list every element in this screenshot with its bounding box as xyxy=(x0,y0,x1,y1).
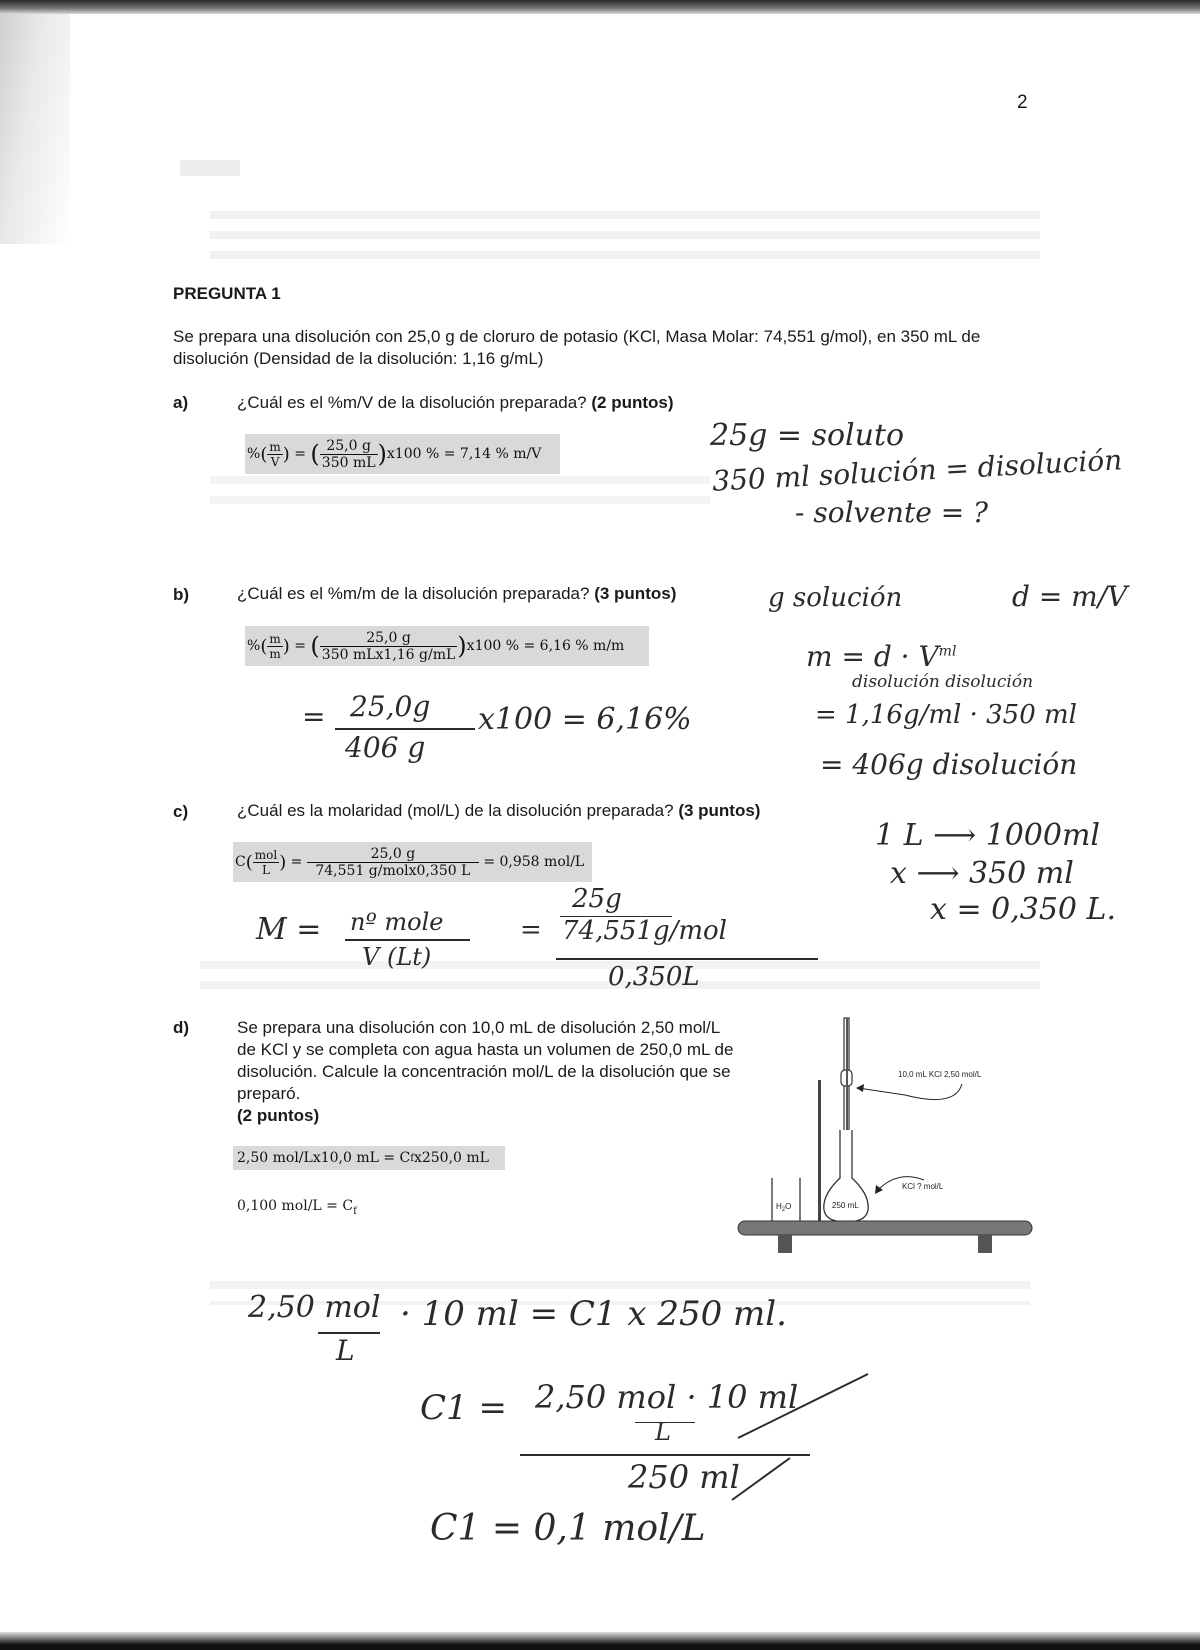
part-d-question-text: Se prepara una disolución con 10,0 mL de disolución 2,50 mol/L de KCl y se completa con agua hasta un volumen de 250,0 mL de disolución. Calcule la concentración mol/L de la disolución que se preparó. xyxy=(237,1018,734,1103)
part-c-points: (3 puntos) xyxy=(678,801,761,820)
formula-subscript: f xyxy=(353,1205,357,1217)
handwritten-note-b-line4: = 406g disolución xyxy=(820,748,1078,781)
formula-lhs-num: mol xyxy=(254,847,278,862)
formula-lhs-num: m xyxy=(269,439,281,454)
question-concentration-label: KCl ? mol/L xyxy=(902,1182,944,1191)
handwritten-ml: ml xyxy=(938,643,957,660)
handwritten-mass-eq: m = d · V xyxy=(806,640,939,673)
handwritten-note-c-line1: 1 L ⟶ 1000ml xyxy=(875,818,1101,853)
formula-denominator: 350 mL xyxy=(321,454,376,471)
formula-denominator: 74,551 g/molx0,350 L xyxy=(315,862,471,879)
handwritten-c-calc-num: nº mole xyxy=(350,908,444,936)
handwritten-d-line2-lhs: C1 = xyxy=(420,1388,507,1428)
part-a-question-text: ¿Cuál es el %m/V de la disolución preparada? xyxy=(237,393,587,412)
part-a-question xyxy=(237,393,674,413)
formula-lhs: % xyxy=(247,446,261,462)
question-intro: Se prepara una disolución con 25,0 g de cloruro de potasio (KCl, Masa Molar: 74,551 g/mol), en 350 mL de disolución (Densidad de la disolución: 1,16 g/mL) xyxy=(173,327,981,368)
formula-numerator: 25,0 g xyxy=(320,630,458,647)
formula-subscript: f xyxy=(410,1152,414,1164)
formula-lhs-den: L xyxy=(261,862,270,877)
part-b-question-text: ¿Cuál es el %m/m de la disolución preparada? xyxy=(237,584,590,603)
handwritten-d-line1-num: 2,50 mol xyxy=(248,1290,381,1325)
handwritten-fraction-bar xyxy=(335,728,475,730)
flask-label: 250 mL xyxy=(832,1201,859,1210)
bench-top xyxy=(738,1221,1032,1235)
formula-lhs: % xyxy=(247,638,261,654)
handwritten-note-c-line3: x = 0,350 L. xyxy=(930,892,1117,927)
handwritten-b-calc-prefix: = xyxy=(302,700,326,733)
handwritten-b-calc-den: 406 g xyxy=(345,731,426,764)
formula-numerator: 25,0 g xyxy=(307,846,479,863)
handwritten-note-b-line1: g solución xyxy=(768,583,903,613)
part-c-question xyxy=(237,801,760,821)
part-d-question xyxy=(237,1017,737,1127)
handwritten-note-a-line2: 350 ml solución = disolución xyxy=(711,443,1123,498)
formula-lhs-num: m xyxy=(269,631,281,646)
formula-lhs: C xyxy=(235,854,246,870)
part-d-formula-2 xyxy=(237,1198,357,1217)
part-d-points: (2 puntos) xyxy=(237,1106,320,1125)
handwritten-d-line2-num-den: L xyxy=(655,1418,671,1446)
formula-lhs-den: V xyxy=(270,454,280,469)
pipette-label: 10,0 mL KCl 2,50 mol/L xyxy=(898,1070,982,1079)
dilution-diagram xyxy=(730,1010,1040,1260)
part-b-points: (3 puntos) xyxy=(594,584,677,603)
handwritten-note-c-line2: x ⟶ 350 ml xyxy=(890,856,1074,891)
show-through-block xyxy=(210,470,710,510)
handwritten-d-line1-den: L xyxy=(336,1334,355,1367)
handwritten-d-line2-den: 250 ml xyxy=(628,1458,740,1496)
handwritten-fraction-bar xyxy=(556,958,818,960)
part-b-label: b) xyxy=(173,585,190,604)
formula-result: = 0,958 mol/L xyxy=(483,854,585,870)
part-c-label: c) xyxy=(173,802,189,821)
formula-text: 2,50 mol/Lx10,0 mL = C xyxy=(237,1150,411,1166)
handwritten-note-b-sub: disolución disolución xyxy=(852,672,1034,692)
arrow-head-icon xyxy=(856,1084,864,1092)
handwritten-note-b-line2 xyxy=(806,640,956,673)
formula-text: 0,100 mol/L = C xyxy=(237,1198,354,1214)
formula-lhs-den: m xyxy=(269,646,281,661)
handwritten-c-calc-den: V (Lt) xyxy=(362,943,432,971)
handwritten-note-b-line3: = 1,16g/ml · 350 ml xyxy=(815,700,1077,730)
part-c-question-text: ¿Cuál es la molaridad (mol/L) de la disolución preparada? xyxy=(237,801,674,820)
formula-text-rest: x250,0 mL xyxy=(413,1150,489,1166)
handwritten-d-line2-num: 2,50 mol · 10 ml xyxy=(535,1378,799,1416)
formula-result: x100 % = 7,14 % m/V xyxy=(386,446,542,462)
handwritten-b-calc-num: 25,0g xyxy=(350,690,431,723)
handwritten-d-line1-rest: · 10 ml = C1 x 250 ml. xyxy=(400,1294,787,1334)
show-through-block xyxy=(180,160,240,176)
arrow-to-pipette xyxy=(858,1084,962,1100)
part-b-formula: % ( $\frac{m}{m}$ ) = ( $\frac{25,0 g}{\text{350 mLx1,16 g/mL}}$ ) x100 % = 6,16 % m/m xyxy=(245,626,649,666)
handwritten-d-line3: C1 = 0,1 mol/L xyxy=(430,1508,706,1549)
handwritten-c-calc-num2: 25g xyxy=(572,884,622,914)
part-a-formula: % ( $\frac{m}{V}$ ) = ( $\frac{25,0 g}{350 mL}$ ) x100 % = 7,14 % m/V xyxy=(245,434,560,474)
stand-rod xyxy=(818,1080,821,1225)
part-d-label: d) xyxy=(173,1018,190,1037)
handwritten-c-calc-num2b: 74,551g/mol xyxy=(562,916,728,946)
handwritten-strikethrough xyxy=(690,1370,890,1510)
beaker-label: $H_2O$ xyxy=(776,1202,792,1213)
part-d-formula-1 xyxy=(233,1146,505,1170)
handwritten-density-formula: d = m/V xyxy=(1012,580,1128,613)
handwritten-b-calc-result: x100 = 6,16% xyxy=(478,702,692,737)
handwritten-fraction-bar xyxy=(345,939,470,941)
scan-page-fold-shadow xyxy=(0,14,70,244)
handwritten-note-a-line1: 25g = soluto xyxy=(710,418,905,453)
part-a-points: (2 puntos) xyxy=(591,393,674,412)
part-c-formula: C ( $\frac{\text{mol}}{L}$ ) = $\frac{25,0 g}{\text{74,551 g/molx0,350 L}}$ = 0,958 mol/L xyxy=(233,842,592,882)
show-through-block xyxy=(210,205,1040,267)
bench-leg xyxy=(978,1235,992,1253)
formula-numerator: 25,0 g xyxy=(320,438,378,455)
handwritten-c-calc-eq: = xyxy=(520,915,542,945)
formula-denominator: 350 mLx1,16 g/mL xyxy=(321,646,456,663)
formula-result: x100 % = 6,16 % m/m xyxy=(466,638,625,654)
page-number: 2 xyxy=(1017,92,1028,113)
scan-bottom-edge xyxy=(0,1632,1200,1650)
handwritten-c-calc-den2: 0,350L xyxy=(608,962,700,992)
part-a-label: a) xyxy=(173,393,189,412)
handwritten-note-a-line3: - solvente = ? xyxy=(795,496,989,529)
part-b-question xyxy=(237,584,676,604)
handwritten-c-calc-m: M = xyxy=(256,912,322,947)
question-title: PREGUNTA 1 xyxy=(173,284,281,303)
bench-leg xyxy=(778,1235,792,1253)
scan-top-edge xyxy=(0,0,1200,14)
beaker-icon xyxy=(772,1178,800,1223)
